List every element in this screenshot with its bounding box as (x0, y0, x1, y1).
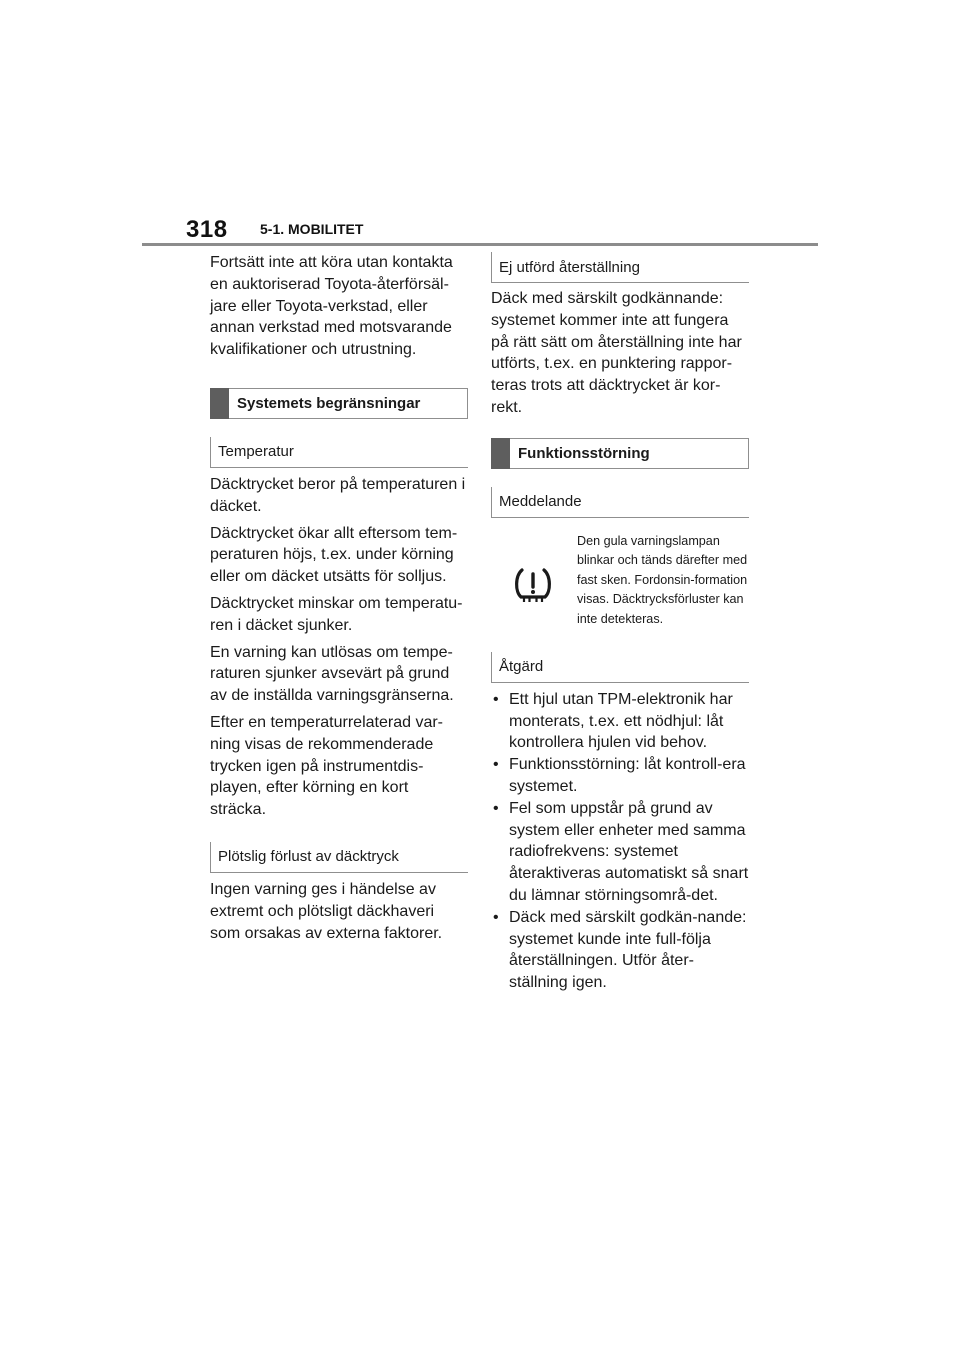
reset-heading (491, 252, 749, 283)
message-heading-label: Meddelande (499, 493, 582, 511)
heading-marker (210, 388, 229, 419)
section-title: 5-1. MOBILITET (260, 221, 364, 237)
temp-paragraph: Däcktrycket beror på temperaturen i däcket. (210, 475, 466, 515)
reset-heading-label: Ej utförd återställning (499, 258, 640, 276)
bullet-icon: • (493, 799, 499, 817)
temperature-heading (210, 437, 468, 468)
list-item-text: Ett hjul utan TPM-elektronik har monterats, t.ex. ett nödhjul: låt kontrollera hjulen vid behov. (509, 690, 733, 752)
message-heading (491, 487, 749, 518)
temp-paragraph: Däcktrycket minskar om temperatu-ren i däcket sjunker. (210, 594, 463, 634)
temp-paragraph: Däcktrycket ökar allt eftersom tem-peraturen höjs, t.ex. under körning eller om däcket utsätts för solljus. (210, 524, 458, 586)
list-item (491, 689, 749, 754)
bullet-icon: • (493, 690, 499, 708)
list-item-text: Fel som uppstår på grund av system eller enheter med samma radiofrekvens: systemet återaktiveras automatiskt så snart du lämnar störningsområ-det. (509, 799, 749, 904)
list-item (491, 754, 749, 798)
action-heading (491, 652, 749, 683)
action-heading-label: Åtgärd (499, 658, 544, 676)
page-number: 318 (186, 216, 228, 243)
malfunction-heading-box (491, 438, 749, 469)
list-item (491, 907, 749, 994)
temp-paragraph: Efter en temperaturrelaterad var-ning visas de rekommenderade trycken igen på instrumentdis-playen, efter körning en kort sträcka. (210, 713, 443, 819)
pressure-loss-heading-label: Plötslig förlust av däcktryck (218, 848, 399, 866)
tire-pressure-warning-icon (513, 566, 553, 606)
malfunction-heading: Funktionsstörning (518, 444, 650, 462)
pressure-loss-heading (210, 842, 468, 873)
heading-marker (491, 438, 510, 469)
list-item (491, 798, 749, 907)
intro-paragraph: Fortsätt inte att köra utan kontakta en auktoriserad Toyota-återförsäl-jare eller Toyota-verkstad, eller annan verkstad med motsvarande kvalifikationer och utrustning. (210, 254, 453, 359)
left-column (210, 252, 468, 949)
pressure-loss-paragraph: Ingen varning ges i händelse av extremt och plötsligt däckhaveri som orsakas av externa faktorer. (210, 880, 443, 942)
temp-paragraph: En varning kan utlösas om tempe-raturen sjunker avsevärt på grund av de inställda varningsgränserna. (210, 643, 454, 705)
list-item-text: Däck med särskilt godkän-nande: systemet kunde inte full-följa återställningen. Utför åter-ställning igen. (509, 908, 747, 992)
reset-paragraph: Däck med särskilt godkännande: systemet kommer inte att fungera på rätt sätt om återställning inte har utförts, t.ex. en punktering rappor-teras trots att däcktrycket är kor-rekt. (491, 290, 742, 416)
bullet-icon: • (493, 908, 499, 926)
limitations-heading: Systemets begränsningar (237, 394, 421, 412)
message-row (491, 518, 749, 652)
limitations-heading-box (210, 388, 468, 419)
message-text: Den gula varningslampan blinkar och tänds därefter med fast sken. Fordonsin-formation visas. Däcktrycksförluster kan inte detekteras. (577, 533, 748, 626)
list-item-text: Funktionsstörning: låt kontroll-era systemet. (509, 756, 746, 795)
page-header (0, 212, 960, 252)
header-divider (142, 243, 818, 246)
action-list (491, 689, 749, 994)
temperature-heading-label: Temperatur (218, 443, 294, 461)
right-column (491, 252, 749, 994)
bullet-icon: • (493, 756, 499, 774)
